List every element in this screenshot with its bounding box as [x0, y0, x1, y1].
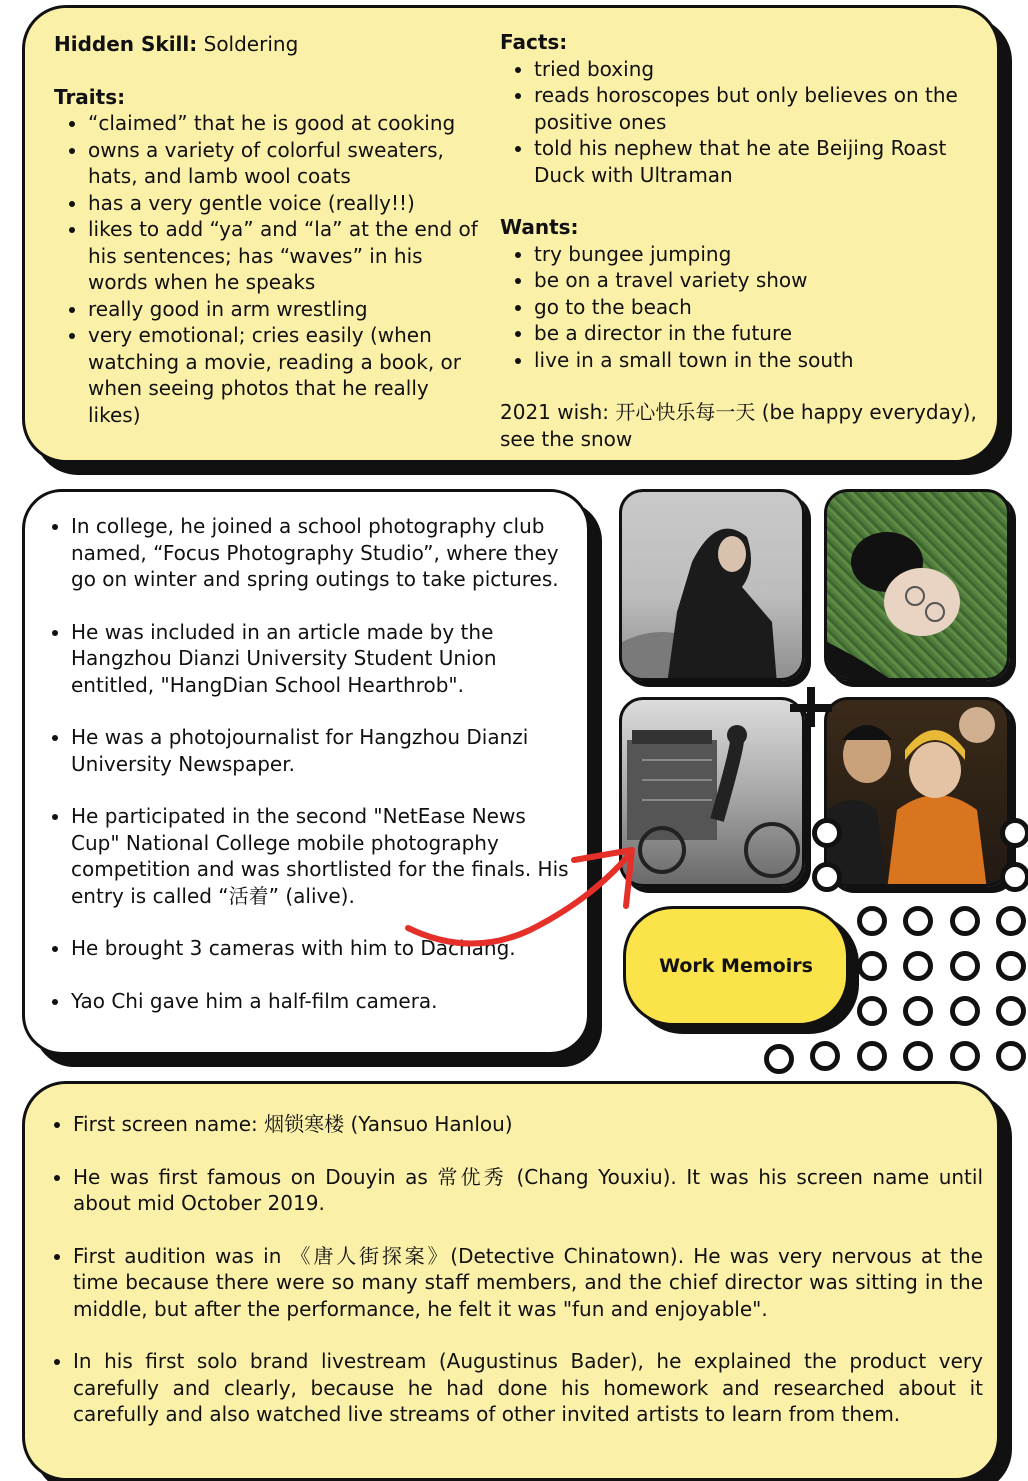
photo-lying-on-grass [824, 489, 1010, 681]
early-career-list [39, 1111, 983, 1428]
photography-item: • He brought 3 cameras with him to Dachang. [71, 935, 577, 962]
fact-item: • reads horoscopes but only believes on the positive ones [534, 82, 980, 135]
wants-list [500, 241, 980, 374]
photography-item: • Yao Chi gave him a half-film camera. [71, 988, 577, 1015]
want-item: • live in a small town in the south [534, 347, 980, 374]
traits-heading: Traits: [54, 84, 126, 109]
want-item: • be a director in the future [534, 320, 980, 347]
trait-item: • very emotional; cries easily (when watching a movie, reading a book, or when seeing photos that he really likes) [88, 322, 484, 428]
plus-decoration [790, 683, 834, 731]
photography-item: • In college, he joined a school photography club named, “Focus Photography Studio”, where they go on winter and spring outings to take pictures. [71, 513, 577, 593]
photography-item: • He participated in the second "NetEase News Cup" National College mobile photography competition and was shortlisted for the finals. His entry is called “活着” (alive). [71, 803, 577, 909]
want-item: • go to the beach [534, 294, 980, 321]
lying-figure-graphic [827, 492, 1010, 681]
early-career-card [22, 1081, 1000, 1481]
early-career-item: • In his first solo brand livestream (Augustinus Bader), he explained the product very carefully and clearly, because he had done his homework and researched about it carefully and also watched live streams of other invited artists to learn from them. [73, 1348, 983, 1428]
fact-item: • told his nephew that he ate Beijing Roast Duck with Ultraman [534, 135, 980, 188]
early-career-item: • First screen name: 烟锁寒楼 (Yansuo Hanlou) [73, 1111, 983, 1138]
trait-item: • likes to add “ya” and “la” at the end of his sentences; has “waves” in his words when he speaks [88, 216, 484, 296]
early-career-item: • First audition was in 《唐人街探案》(Detective Chinatown). He was very nervous at the time because there were so many staff members, and the chief director was sitting in the middle, but after the performance, he felt it was "fun and enjoyable". [73, 1243, 983, 1323]
photography-item: • He was a photojournalist for Hangzhou Dianzi University Newspaper. [71, 724, 577, 777]
wish-text: 2021 wish: 开心快乐每一天 (be happy everyday), see the snow [500, 400, 977, 451]
photo-group-friends [824, 697, 1010, 887]
trait-item: • owns a variety of colorful sweaters, hats, and lamb wool coats [88, 137, 484, 190]
right-column [500, 29, 980, 452]
trait-item: • has a very gentle voice (really!!) [88, 190, 484, 217]
facts-list [500, 56, 980, 189]
facts-heading: Facts: [500, 30, 568, 54]
traits-list [54, 110, 484, 428]
fact-item: • tried boxing [534, 56, 980, 83]
trait-item: • “claimed” that he is good at cooking [88, 110, 484, 137]
wants-heading: Wants: [500, 215, 579, 239]
trait-item: • really good in arm wrestling [88, 296, 484, 323]
photo-hooded-portrait [619, 489, 805, 681]
hidden-skill-line [54, 31, 484, 58]
red-arrow-icon [400, 840, 650, 960]
hidden-skill-value: Soldering [197, 32, 299, 56]
want-item: • try bungee jumping [534, 241, 980, 268]
photography-card [22, 489, 590, 1055]
photography-item: • He was included in an article made by the Hangzhou Dianzi University Student Union entitled, "HangDian School Hearthrob". [71, 619, 577, 699]
left-column [54, 31, 484, 428]
early-career-item: • He was first famous on Douyin as 常优秀 (Chang Youxiu). It was his screen name until about mid October 2019. [73, 1164, 983, 1217]
friends-graphic [827, 700, 1010, 887]
want-item: • be on a travel variety show [534, 267, 980, 294]
early-career-list-wrap [39, 1111, 983, 1428]
profile-card [22, 5, 1000, 463]
work-memoirs-label: Work Memoirs [659, 955, 813, 977]
hidden-skill-label: Hidden Skill: [54, 32, 198, 56]
work-memoirs-badge [623, 906, 849, 1026]
hooded-figure-graphic [622, 492, 805, 681]
